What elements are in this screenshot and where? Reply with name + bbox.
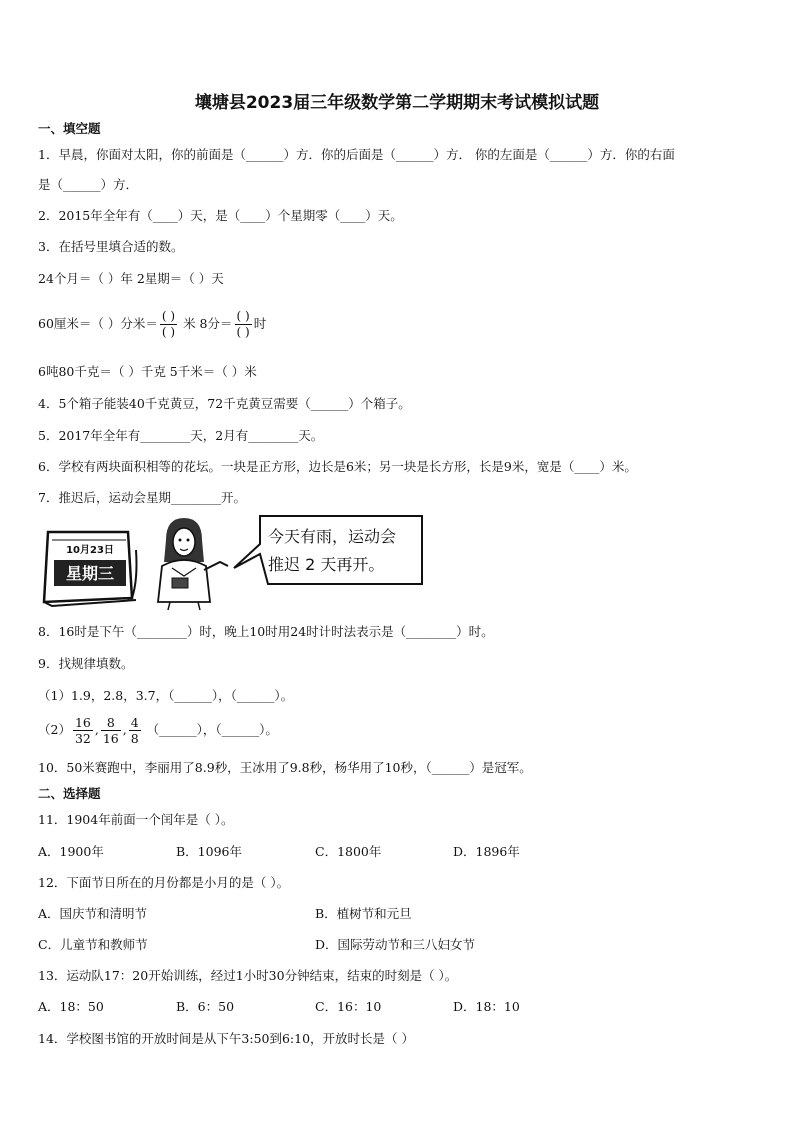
question-12-option-c[interactable]: C．儿童节和教师节 xyxy=(38,937,148,952)
question-10: 10．50米赛跑中，李丽用了8.9秒，王冰用了9.8秒，杨华用了10秒，（______）是冠军。 xyxy=(38,760,532,775)
sequence-fraction-1 xyxy=(73,715,93,746)
blank-fraction-2-denominator: ( ) xyxy=(236,325,250,339)
question-3-row-1: 24个月＝（ ）年 2星期＝（ ）天 xyxy=(38,271,224,286)
question-9-part-2-blanks: （______），（______）。 xyxy=(146,722,278,737)
section-heading-multiple-choice: 二、选择题 xyxy=(38,786,101,801)
question-3: 3．在括号里填合适的数。 xyxy=(38,239,184,254)
question-13-option-b[interactable]: B．6：50 xyxy=(176,999,235,1014)
calendar-date: 10月23日 xyxy=(66,545,114,556)
speech-bubble xyxy=(234,516,422,584)
sequence-fraction-3 xyxy=(129,715,141,746)
bubble-line-2: 推迟 2 天再开。 xyxy=(268,555,385,574)
question-1-line-1: 1．早晨，你面对太阳，你的前面是（______）方．你的后面是（______）方． 你的左面是（______）方．你的右面 xyxy=(38,147,675,162)
question-13-option-d[interactable]: D．18：10 xyxy=(453,999,520,1014)
question-4: 4．5个箱子能装40千克黄豆，72千克黄豆需要（______）个箱子。 xyxy=(38,396,411,411)
question-3-row-2-part-b: 米 8分＝ xyxy=(183,316,233,331)
question-8: 8．16时是下午（________）时，晚上10时用24时计时法表示是（________）时。 xyxy=(38,624,494,639)
fraction-3-numerator: 4 xyxy=(130,715,139,730)
question-12-option-b[interactable]: B．植树节和元旦 xyxy=(315,906,412,921)
question-11-option-b[interactable]: B．1096年 xyxy=(176,844,242,859)
question-2: 2．2015年全年有（____）天，是（____）个星期零（____）天。 xyxy=(38,208,403,223)
blank-fraction-1-numerator: ( ) xyxy=(161,309,176,323)
fraction-2-numerator: 8 xyxy=(101,715,121,731)
question-13-option-c[interactable]: C．16：10 xyxy=(315,999,382,1014)
fraction-2-denominator: 16 xyxy=(102,731,119,746)
question-9-part-2-label: （2） xyxy=(38,722,71,737)
calendar-day: 星期三 xyxy=(65,564,115,583)
question-9-part-2: （2） $\frac{16}{32}$ , $\frac{8}{16}$ , $\frac{4}{8}$ （______），（______）。 xyxy=(38,715,278,746)
blank-fraction-2-numerator: ( ) xyxy=(236,309,250,323)
question-11-option-a[interactable]: A．1900年 xyxy=(38,844,104,859)
section-heading-fill-blank: 一、填空题 xyxy=(38,121,101,136)
question-3-row-2-part-c: 时 xyxy=(253,316,267,331)
teacher-figure-icon xyxy=(158,518,228,610)
page-title: 壤塘县2023届三年级数学第二学期期末考试模拟试题 xyxy=(194,93,600,113)
question-1-line-2: 是（______）方． xyxy=(38,177,139,192)
blank-fraction-1-denominator: ( ) xyxy=(161,325,176,339)
question-12-option-a[interactable]: A．国庆节和清明节 xyxy=(38,906,148,921)
question-6: 6．学校有两块面积相等的花坛。一块是正方形，边长是6米；另一块是长方形，长是9米，宽是（____）米。 xyxy=(38,459,637,474)
question-13-option-a[interactable]: A．18：50 xyxy=(38,999,104,1014)
question-7: 7．推迟后，运动会星期________开。 xyxy=(38,490,246,505)
fraction-1-denominator: 32 xyxy=(74,731,91,746)
question-13: 13．运动队17：20开始训练，经过1小时30分钟结束，结束的时刻是（ ）。 xyxy=(38,968,458,983)
sequence-fraction-2 xyxy=(101,715,121,746)
question-11-option-c[interactable]: C．1800年 xyxy=(315,844,382,859)
blank-fraction-2 xyxy=(235,309,252,340)
sports-meet-illustration xyxy=(38,510,428,615)
fraction-3-denominator: 8 xyxy=(130,731,139,746)
question-3-row-2-part-a: 60厘米＝（ ）分米＝ xyxy=(38,316,158,331)
question-14: 14．学校图书馆的开放时间是从下午3:50到6:10，开放时长是（ ） xyxy=(38,1031,415,1046)
question-3-row-3: 6吨80千克＝（ ）千克 5千米＝（ ）米 xyxy=(38,364,257,379)
question-12-option-d[interactable]: D．国际劳动节和三八妇女节 xyxy=(315,937,476,952)
question-11-option-d[interactable]: D．1896年 xyxy=(453,844,520,859)
question-9-part-1: （1）1.9，2.8，3.7，（______），（______）。 xyxy=(38,688,294,703)
question-3-row-2 xyxy=(38,307,266,341)
fraction-1-numerator: 16 xyxy=(74,715,91,730)
question-11: 11．1904年前面一个闰年是（ ）。 xyxy=(38,812,234,827)
bubble-line-1: 今天有雨，运动会 xyxy=(268,527,397,546)
question-9: 9．找规律填数。 xyxy=(38,656,134,671)
question-12: 12．下面节日所在的月份都是小月的是（ ）。 xyxy=(38,875,290,890)
question-5: 5．2017年全年有________天，2月有________天。 xyxy=(38,428,324,443)
blank-fraction-1 xyxy=(160,309,177,340)
calendar-icon xyxy=(44,532,137,606)
